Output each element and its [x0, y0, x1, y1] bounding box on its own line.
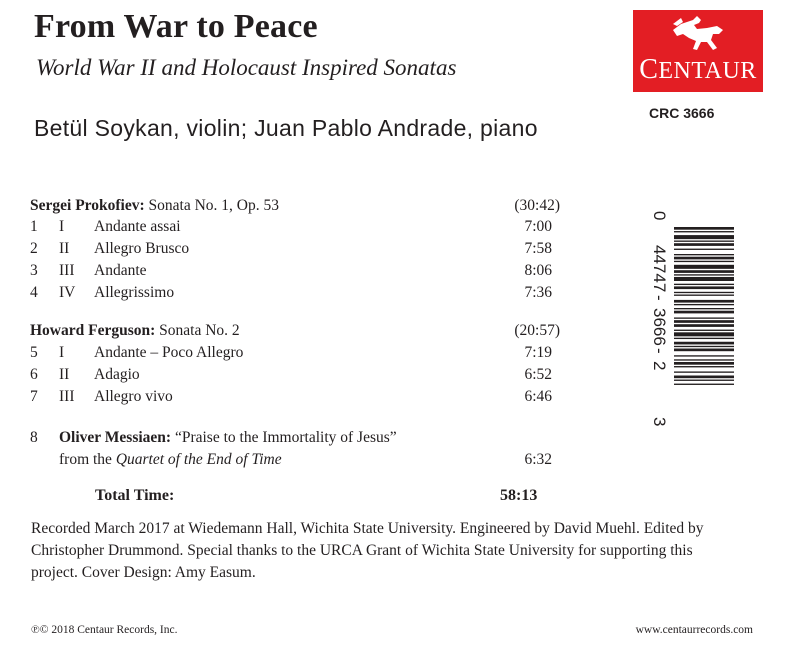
recording-credits: Recorded March 2017 at Wiedemann Hall, Wichita State University. Engineered by David Muehl. Edited by Christopher Drummond. Special thanks to the URCA Grant of Wichita State University for supporting this project. Cover Design: Amy Easum.: [31, 520, 704, 581]
track-time: 7:00: [524, 218, 552, 235]
barcode-bar: [674, 317, 734, 318]
barcode-bar: [674, 376, 734, 379]
track-time: 6:46: [524, 388, 552, 405]
barcode-bar: [674, 362, 734, 365]
track-row: [30, 388, 560, 408]
barcode-bar: [674, 295, 734, 296]
work-total: (30:42): [514, 197, 560, 214]
track-row: [30, 262, 560, 282]
track-name: Allegrissimo: [94, 284, 175, 301]
work-title: Sonata No. 1, Op. 53: [148, 197, 279, 214]
track-number: 8: [30, 429, 38, 446]
barcode-bar: [674, 330, 734, 331]
work-header: [30, 197, 560, 217]
album-title: From War to Peace: [34, 8, 318, 45]
barcode-bar: [674, 257, 734, 260]
barcode-bar: [674, 371, 734, 372]
track-number: 4: [30, 284, 38, 301]
centaur-logo: [633, 10, 763, 92]
movement-number: II: [59, 366, 70, 383]
track-row: [30, 218, 560, 238]
barcode-bar: [674, 342, 734, 345]
total-time-value: 58:13: [500, 487, 538, 504]
barcode-bar: [674, 254, 734, 255]
logo-wordmark: CENTAUR: [639, 54, 757, 85]
barcode-bar: [674, 366, 734, 367]
barcode-bar: [674, 300, 734, 303]
barcode-bar: [674, 249, 734, 250]
barcode-dash-2: -: [650, 348, 669, 354]
total-time-label: Total Time:: [95, 487, 175, 504]
barcode-left-group: 44747: [650, 245, 669, 293]
barcode-bar: [674, 311, 734, 314]
barcode-bar: [674, 235, 734, 239]
barcode-trail-digit: 3: [650, 417, 669, 427]
barcode-bar: [674, 227, 734, 230]
movement-number: III: [59, 262, 75, 279]
track-number: 1: [30, 218, 38, 235]
work-total: (20:57): [514, 322, 560, 339]
track-number: 5: [30, 344, 38, 361]
track-name: Andante – Poco Allegro: [94, 344, 244, 361]
barcode-bars: [674, 227, 734, 385]
movement-number: II: [59, 240, 70, 257]
track-time: 6:32: [524, 451, 552, 468]
track-time: 7:36: [524, 284, 552, 301]
barcode-bar: [674, 308, 734, 309]
barcode-lead-digit: 0: [650, 211, 669, 221]
track-row: [30, 366, 560, 386]
barcode-right-group: 3666: [650, 308, 669, 346]
track-row: [30, 240, 560, 260]
barcode: [646, 205, 736, 445]
track-name: Andante assai: [94, 218, 181, 235]
copyright: ℗© 2018 Centaur Records, Inc.: [31, 624, 178, 636]
barcode-bar: [674, 349, 734, 352]
track-row: [30, 284, 560, 304]
barcode-bar: [674, 292, 734, 293]
track-time: 7:58: [524, 240, 552, 257]
track-row: [30, 429, 560, 449]
movement-number: I: [59, 344, 65, 361]
track-number: 2: [30, 240, 38, 257]
composer-name: Sergei Prokofiev:: [30, 197, 145, 214]
barcode-bar: [674, 231, 734, 232]
track-time: 7:19: [524, 344, 552, 361]
track-row-continued: [30, 451, 560, 471]
website: www.centaurrecords.com: [635, 624, 753, 636]
movement-number: III: [59, 388, 75, 405]
barcode-bar: [674, 286, 734, 289]
from-prefix: from the: [59, 451, 116, 468]
barcode-bar: [674, 265, 734, 269]
track-time: 6:52: [524, 366, 552, 383]
barcode-bar: [674, 241, 734, 242]
barcode-dash-1: -: [650, 295, 669, 301]
movement-number: IV: [59, 284, 76, 301]
barcode-bar: [674, 274, 734, 275]
track-row: [30, 344, 560, 364]
track-number: 7: [30, 388, 38, 405]
barcode-bar: [674, 384, 734, 385]
barcode-bar: [674, 380, 734, 381]
barcode-bar: [674, 243, 734, 246]
track-time: 8:06: [524, 262, 552, 279]
barcode-bar: [674, 359, 734, 360]
work-header: [30, 322, 560, 342]
barcode-graphic: [646, 205, 736, 445]
performers: Betül Soykan, violin; Juan Pablo Andrade, piano: [34, 115, 538, 141]
track-number: 6: [30, 366, 38, 383]
work-title: “Praise to the Immortality of Jesus”: [174, 429, 397, 446]
barcode-bar: [674, 346, 734, 347]
barcode-bar: [674, 277, 734, 281]
track-number: 3: [30, 262, 38, 279]
track-name: Allegro vivo: [94, 388, 173, 405]
track-name: Adagio: [94, 366, 140, 383]
barcode-check-digit: 2: [650, 361, 669, 371]
work-title: Sonata No. 2: [159, 322, 240, 339]
track-name: Allegro Brusco: [94, 240, 190, 257]
album-subtitle: World War II and Holocaust Inspired Sonatas: [36, 55, 457, 80]
movement-number: I: [59, 218, 65, 235]
composer-name: Howard Ferguson:: [30, 322, 156, 339]
barcode-bar: [674, 338, 734, 339]
barcode-bar: [674, 355, 734, 356]
source-work: Quartet of the End of Time: [115, 451, 282, 468]
barcode-bar: [674, 320, 734, 323]
barcode-bar: [674, 304, 734, 305]
catalog-number: CRC 3666: [649, 105, 715, 121]
barcode-bar: [674, 284, 734, 285]
barcode-bar: [674, 270, 734, 273]
barcode-bar: [674, 332, 734, 336]
composer-name: Oliver Messiaen:: [59, 429, 172, 446]
barcode-bar: [674, 324, 734, 327]
track-name: Andante: [94, 262, 147, 279]
barcode-bar: [674, 261, 734, 262]
